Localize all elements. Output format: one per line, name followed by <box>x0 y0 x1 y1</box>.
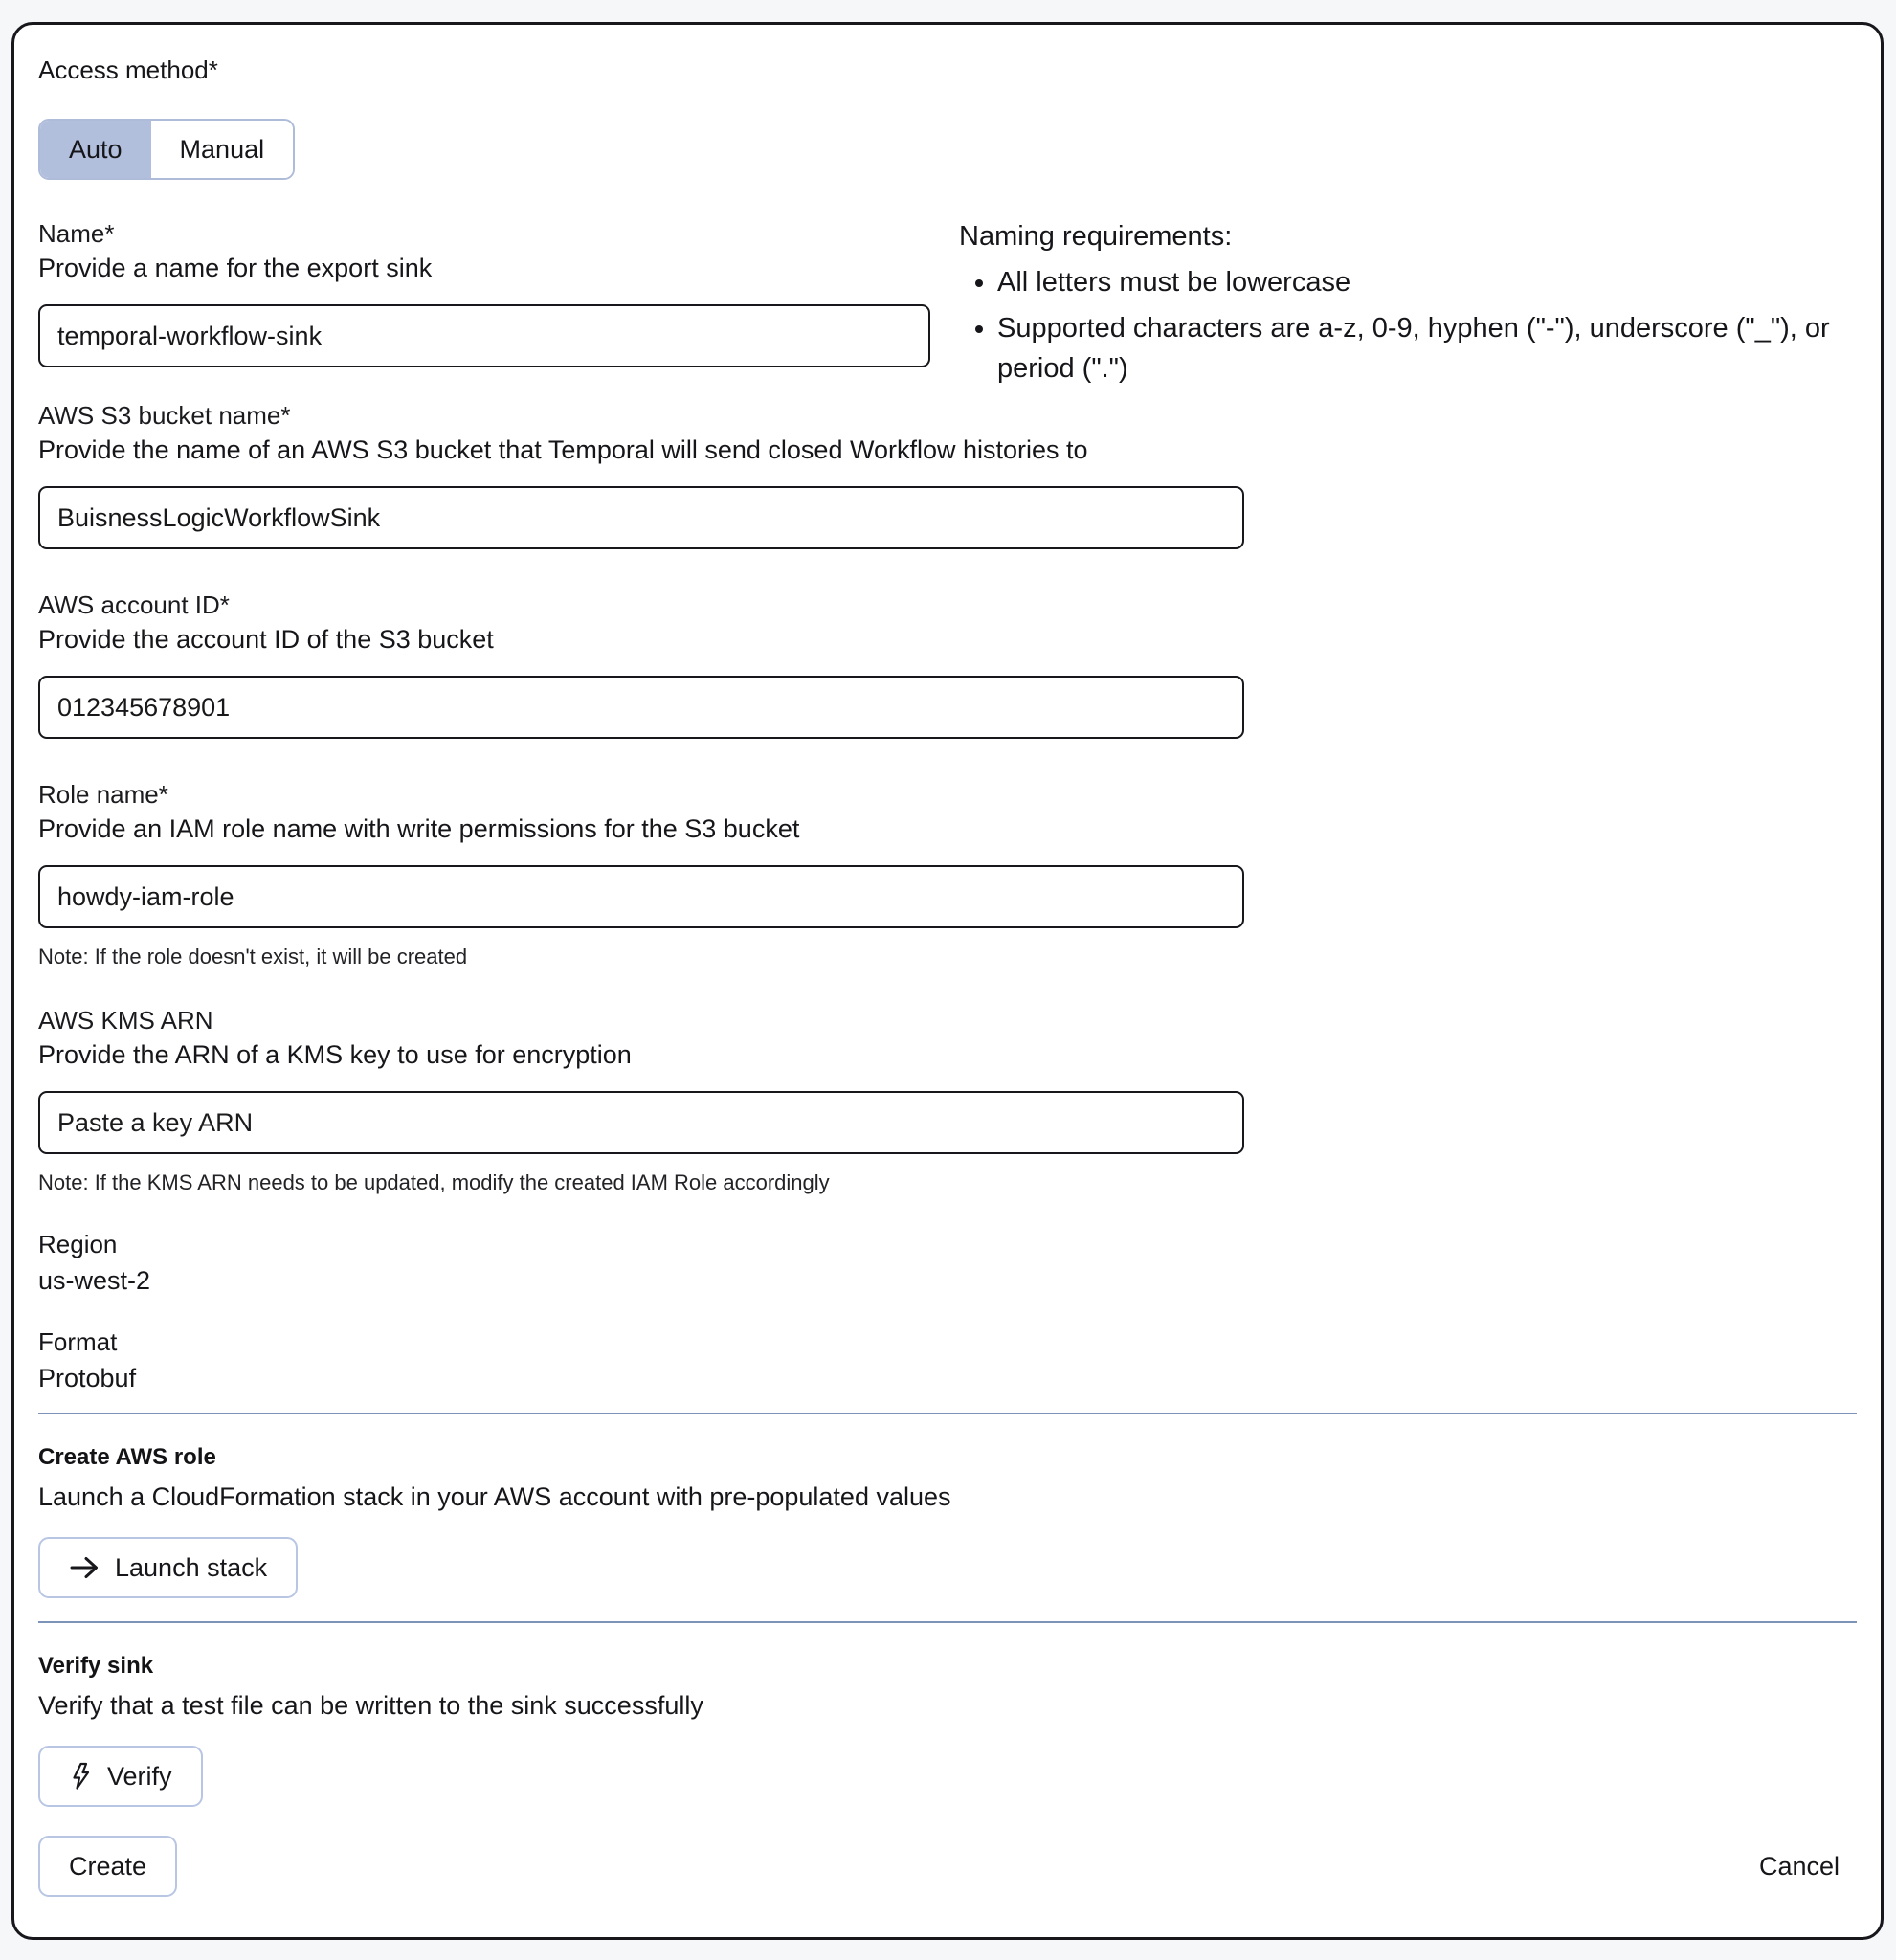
verify-sink-title: Verify sink <box>38 1653 154 1679</box>
divider <box>38 1413 1857 1414</box>
field-s3-bucket <box>38 398 1857 549</box>
region-group <box>38 1227 1857 1298</box>
create-button[interactable] <box>38 1836 177 1897</box>
create-aws-role-title: Create AWS role <box>38 1444 216 1470</box>
access-method-label: Access method* <box>38 56 218 84</box>
naming-requirements <box>959 216 1857 389</box>
verify-button[interactable] <box>38 1746 203 1807</box>
role-name-input[interactable] <box>38 865 1244 928</box>
format-value: Protobuf <box>38 1364 137 1392</box>
naming-requirement-item: • All letters must be lowercase <box>997 262 1857 302</box>
account-id-label: AWS account ID* <box>38 590 230 619</box>
s3-bucket-description: Provide the name of an AWS S3 bucket that Temporal will send closed Workflow histories to <box>38 435 1088 464</box>
access-method-toggle <box>38 119 295 180</box>
kms-arn-input[interactable] <box>38 1091 1244 1154</box>
account-id-description: Provide the account ID of the S3 bucket <box>38 625 494 654</box>
field-name <box>38 216 930 389</box>
format-group <box>38 1325 1857 1395</box>
s3-bucket-label: AWS S3 bucket name* <box>38 401 291 430</box>
naming-requirements-title: Naming requirements: <box>959 221 1233 252</box>
role-name-note: Note: If the role doesn't exist, it will be created <box>38 945 468 969</box>
name-input[interactable] <box>38 304 930 368</box>
divider <box>38 1621 1857 1623</box>
role-name-description: Provide an IAM role name with write permissions for the S3 bucket <box>38 814 800 843</box>
launch-stack-button[interactable] <box>38 1537 298 1598</box>
naming-requirements-list <box>959 262 1857 389</box>
lightning-icon <box>69 1762 92 1791</box>
format-label: Format <box>38 1327 118 1356</box>
region-label: Region <box>38 1230 118 1258</box>
form-footer <box>38 1836 1857 1897</box>
field-role-name <box>38 777 1857 970</box>
access-method-option-manual[interactable]: Manual <box>151 121 294 178</box>
arrow-right-icon <box>69 1555 100 1580</box>
role-name-label: Role name* <box>38 780 168 809</box>
kms-arn-label: AWS KMS ARN <box>38 1006 213 1035</box>
account-id-input[interactable] <box>38 676 1244 739</box>
launch-stack-button-label: Launch stack <box>115 1552 268 1582</box>
verify-sink-description: Verify that a test file can be written to the sink successfully <box>38 1691 703 1720</box>
create-aws-role-section <box>38 1443 1857 1598</box>
name-label: Name* <box>38 219 115 248</box>
cancel-button[interactable]: Cancel <box>1758 1851 1840 1881</box>
kms-arn-description: Provide the ARN of a KMS key to use for encryption <box>38 1040 632 1069</box>
region-value: us-west-2 <box>38 1266 151 1295</box>
field-account-id <box>38 588 1857 739</box>
access-method-option-auto[interactable]: Auto <box>40 121 151 178</box>
verify-button-label: Verify <box>107 1761 172 1791</box>
kms-arn-note: Note: If the KMS ARN needs to be updated, modify the created IAM Role accordingly <box>38 1170 830 1194</box>
export-sink-form-card <box>11 22 1884 1940</box>
verify-sink-section <box>38 1652 1857 1807</box>
create-button-label: Create <box>69 1851 147 1881</box>
create-aws-role-description: Launch a CloudFormation stack in your AWS account with pre-populated values <box>38 1482 951 1511</box>
naming-requirement-item: • Supported characters are a-z, 0-9, hyphen ("-"), underscore ("_"), or period (".") <box>997 308 1857 389</box>
name-description: Provide a name for the export sink <box>38 254 433 282</box>
s3-bucket-input[interactable] <box>38 486 1244 549</box>
field-kms-arn <box>38 1003 1857 1196</box>
